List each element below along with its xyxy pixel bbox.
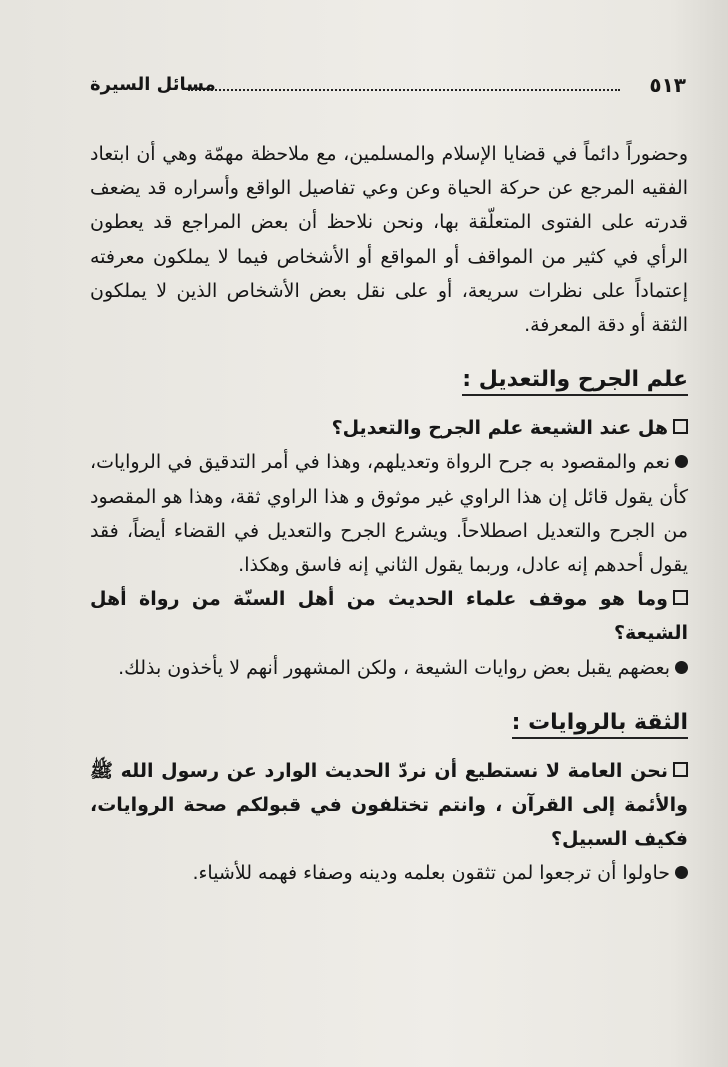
section-heading-jarh-tadil (90, 363, 688, 397)
answer-item (90, 651, 688, 685)
running-header (90, 72, 686, 98)
page-body (90, 137, 688, 891)
section-heading-thiqa (90, 706, 688, 740)
answer-text: حاولوا أن ترجعوا لمن تثقون بعلمه ودينه وصفاء فهمه للأشياء. (192, 862, 670, 885)
intro-paragraph: وحضوراً دائماً في قضايا الإسلام والمسلمين، مع ملاحظة مهمّة وهي أن ابتعاد الفقيه المرجع عن حركة الحياة وعن وعي تفاصيل الواقع وأسراره قد يضعف قدرته على الفتوى المتعلّقة بها، ونحن نلاحظ أن بعض المراجع قد يعطون الرأي في كثير من المواقف أو المواقع أو الأشخاص فيما لا يملكون معرفته إعتماداً على نظرات سريعة، أو على نقل بعض الأشخاص الذين لا يملكون الثقة أو دقة المعرفة. (90, 143, 688, 337)
question-item (90, 582, 688, 650)
question-box-icon (673, 762, 688, 777)
section-heading-text: الثقة بالروايات : (512, 709, 688, 739)
question-box-icon (673, 419, 688, 434)
section-heading-text: علم الجرح والتعديل : (462, 366, 688, 396)
answer-item (90, 445, 688, 582)
question-item (90, 754, 688, 857)
answer-bullet-icon (675, 661, 688, 674)
question-text: هل عند الشيعة علم الجرح والتعديل؟ (331, 417, 668, 440)
question-box-icon (673, 590, 688, 605)
answer-bullet-icon (675, 866, 688, 879)
question-item (90, 411, 688, 445)
answer-bullet-icon (675, 455, 688, 468)
running-title: مسائل السيرة (90, 74, 216, 95)
header-dotted-leader (188, 89, 620, 91)
answer-item (90, 856, 688, 890)
answer-text: نعم والمقصود به جرح الرواة وتعديلهم، وهذا في أمر التدقيق في الروايات، كأن يقول قائل إن هذا الراوي غير موثوق و هذا الراوي ثقة، وهذا هو المقصود من الجرح والتعديل اصطلاحاً. ويشرع الجرح والتعديل في القضاء أيضاً، فقد يقول أحدهم إنه عادل، وربما يقول الثاني إنه فاسق وهكذا. (90, 451, 688, 577)
answer-text: بعضهم يقبل بعض روايات الشيعة ، ولكن المشهور أنهم لا يأخذون بذلك. (118, 656, 670, 679)
page-number: ٥١٣ (649, 73, 686, 97)
question-text: وما هو موقف علماء الحديث من أهل السنّة من رواة أهل الشيعة؟ (90, 588, 688, 645)
question-text: نحن العامة لا نستطيع أن نردّ الحديث الوارد عن رسول الله ﷺ والأئمة إلى القرآن ، وانتم تختلفون في قبولكم صحة الروايات، فكيف السبيل؟ (90, 759, 688, 851)
